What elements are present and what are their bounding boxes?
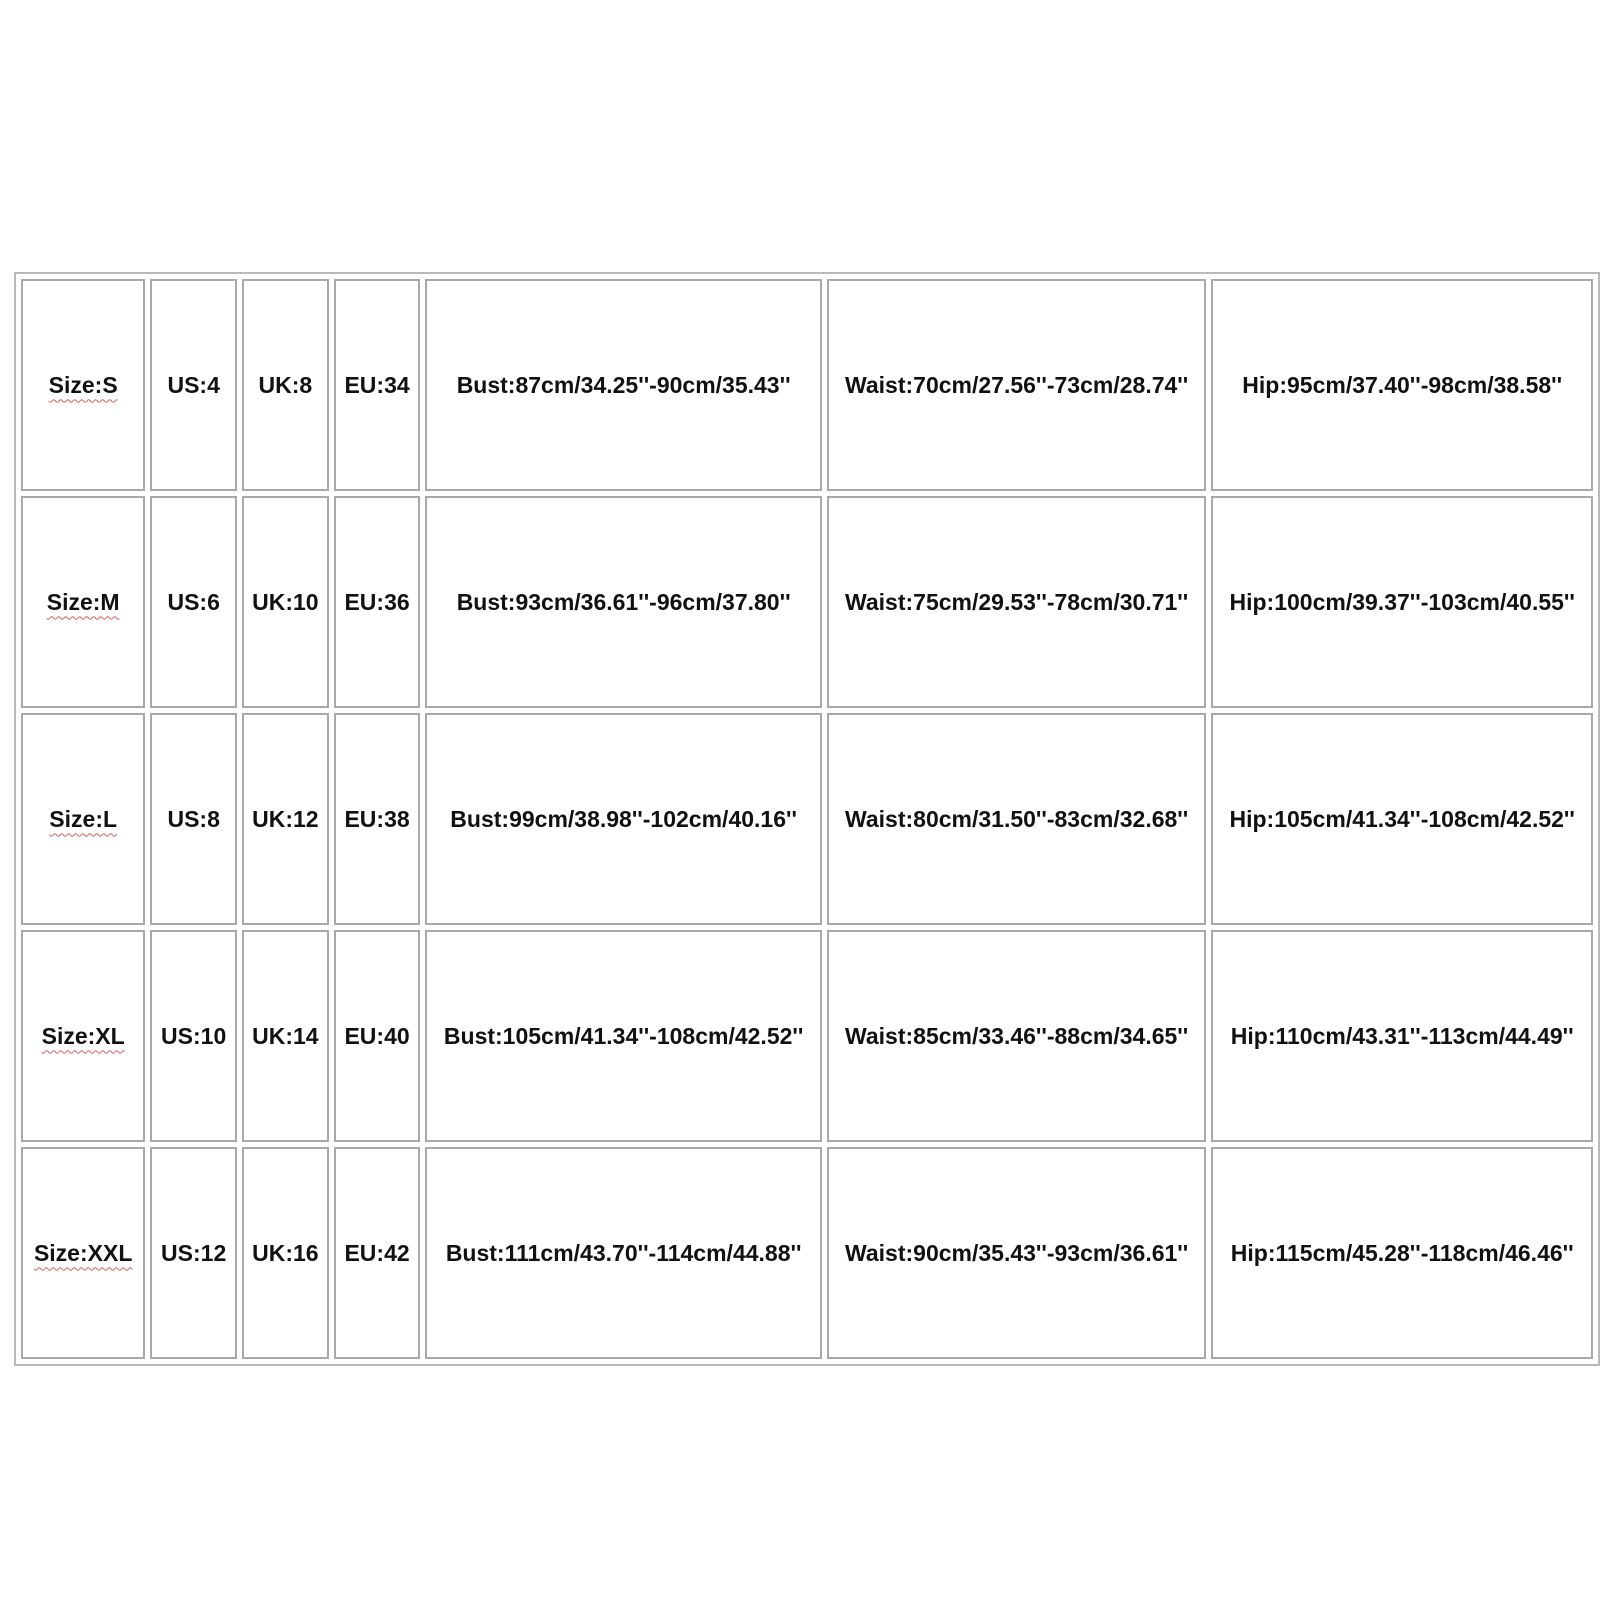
bust-cell: Bust:93cm/36.61''-96cm/37.80'' xyxy=(425,496,821,708)
table-row xyxy=(21,279,1593,491)
eu-size-cell: EU:36 xyxy=(334,496,421,708)
bust-cell: Bust:111cm/43.70''-114cm/44.88'' xyxy=(425,1147,821,1359)
eu-size-cell: EU:40 xyxy=(334,930,421,1142)
bust-cell: Bust:99cm/38.98''-102cm/40.16'' xyxy=(425,713,821,925)
table-row xyxy=(21,496,1593,708)
size-label: Size:M xyxy=(46,588,120,615)
hip-cell: Hip:100cm/39.37''-103cm/40.55'' xyxy=(1211,496,1593,708)
eu-size-cell: EU:42 xyxy=(334,1147,421,1359)
size-cell xyxy=(21,496,145,708)
waist-cell: Waist:75cm/29.53''-78cm/30.71'' xyxy=(827,496,1207,708)
hip-cell: Hip:110cm/43.31''-113cm/44.49'' xyxy=(1211,930,1593,1142)
hip-cell: Hip:95cm/37.40''-98cm/38.58'' xyxy=(1211,279,1593,491)
size-cell xyxy=(21,1147,145,1359)
us-size-cell: US:10 xyxy=(150,930,237,1142)
eu-size-cell: EU:38 xyxy=(334,713,421,925)
hip-cell: Hip:115cm/45.28''-118cm/46.46'' xyxy=(1211,1147,1593,1359)
size-cell xyxy=(21,713,145,925)
size-label: Size:XXL xyxy=(33,1239,133,1266)
table-row xyxy=(21,713,1593,925)
size-label: Size:S xyxy=(48,371,118,398)
us-size-cell: US:12 xyxy=(150,1147,237,1359)
table-row xyxy=(21,930,1593,1142)
size-cell xyxy=(21,279,145,491)
table-row xyxy=(21,1147,1593,1359)
hip-cell: Hip:105cm/41.34''-108cm/42.52'' xyxy=(1211,713,1593,925)
us-size-cell: US:4 xyxy=(150,279,237,491)
uk-size-cell: UK:8 xyxy=(242,279,329,491)
size-chart-table xyxy=(14,272,1600,1366)
eu-size-cell: EU:34 xyxy=(334,279,421,491)
waist-cell: Waist:70cm/27.56''-73cm/28.74'' xyxy=(827,279,1207,491)
waist-cell: Waist:85cm/33.46''-88cm/34.65'' xyxy=(827,930,1207,1142)
waist-cell: Waist:80cm/31.50''-83cm/32.68'' xyxy=(827,713,1207,925)
uk-size-cell: UK:16 xyxy=(242,1147,329,1359)
us-size-cell: US:8 xyxy=(150,713,237,925)
uk-size-cell: UK:14 xyxy=(242,930,329,1142)
bust-cell: Bust:105cm/41.34''-108cm/42.52'' xyxy=(425,930,821,1142)
size-label: Size:XL xyxy=(41,1022,125,1049)
us-size-cell: US:6 xyxy=(150,496,237,708)
uk-size-cell: UK:10 xyxy=(242,496,329,708)
uk-size-cell: UK:12 xyxy=(242,713,329,925)
size-cell xyxy=(21,930,145,1142)
waist-cell: Waist:90cm/35.43''-93cm/36.61'' xyxy=(827,1147,1207,1359)
size-label: Size:L xyxy=(49,805,118,832)
bust-cell: Bust:87cm/34.25''-90cm/35.43'' xyxy=(425,279,821,491)
